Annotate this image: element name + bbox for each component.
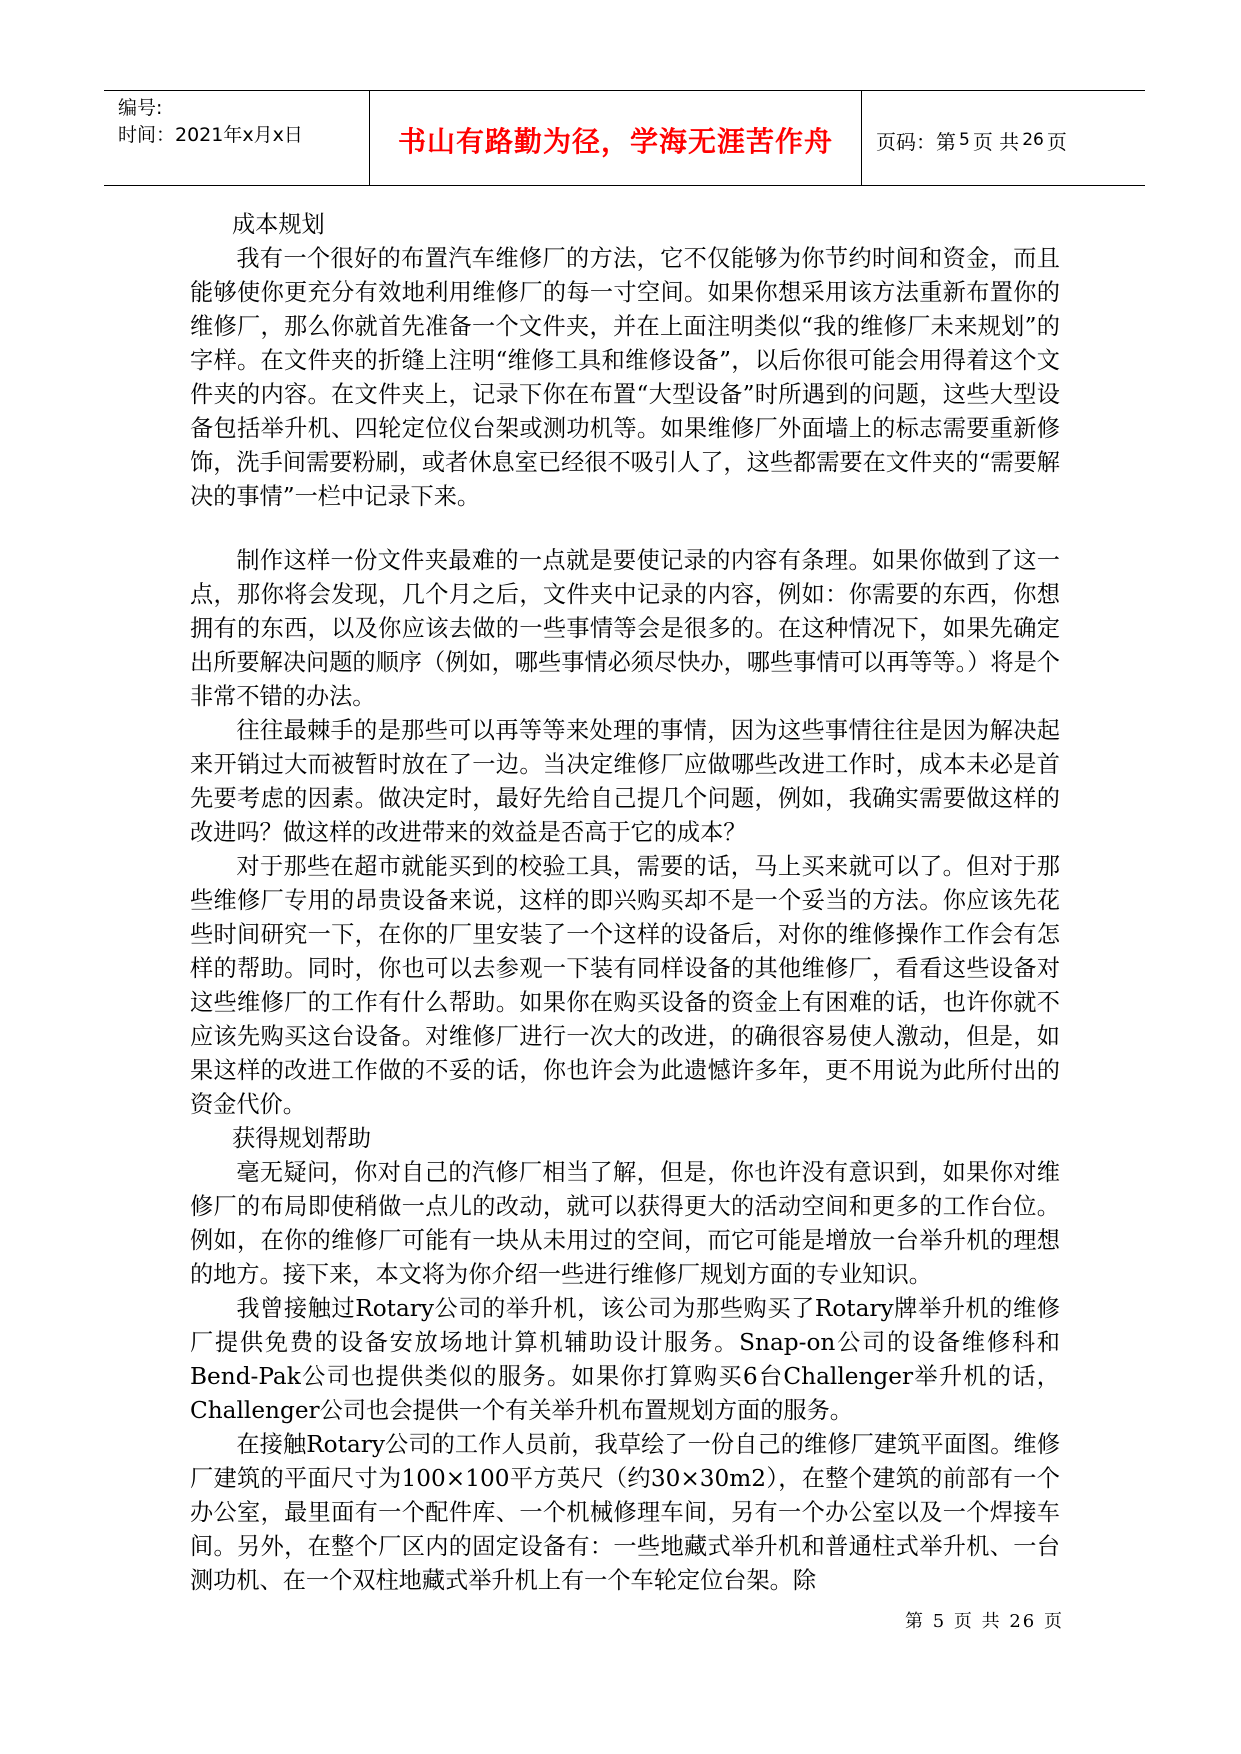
paragraph: 毫无疑问，你对自己的汽修厂相当了解，但是，你也许没有意识到，如果你对维修厂的布局即使稍做一点儿的改动，就可以获得更大的活动空间和更多的工作台位。例如，在你的维修厂可能有一块从未用过的空间，而它可能是增放一台举升机的理想的地方。接下来，本文将为你介绍一些进行维修厂规划方面的专业知识。: [190, 1159, 1060, 1288]
header-info-cell: [104, 91, 370, 185]
page-total: 26: [1022, 130, 1044, 150]
paragraph: 我曾接触过Rotary公司的举升机，该公司为那些购买了Rotary牌举升机的维修厂提供免费的设备安放场地计算机辅助设计服务。Snap-on公司的设备维修科和Bend-Pak公司也提供类似的服务。如果你打算购买6台Challenger举升机的话，Challenger公司也会提供一个有关举升机布置规划方面的服务。: [190, 1295, 1060, 1424]
paragraph: 在接触Rotary公司的工作人员前，我草绘了一份自己的维修厂建筑平面图。维修厂建筑的平面尺寸为100×100平方英尺（约30×30m2），在整个建筑的前部有一个办公室，最里面有一个配件库、一个机械修理车间，另有一个办公室以及一个焊接车间。另外，在整个厂区内的固定设备有：一些地藏式举升机和普通柱式举升机、一台测功机、在一个双柱地藏式举升机上有一个车轮定位台架。除: [190, 1431, 1060, 1594]
paragraph: 制作这样一份文件夹最难的一点就是要使记录的内容有条理。如果你做到了这一点，那你将会发现，几个月之后，文件夹中记录的内容，例如：你需要的东西，你想拥有的东西，以及你应该去做的一些事情等会是很多的。在这种情况下，如果先确定出所要解决问题的顺序（例如，哪些事情必须尽快办，哪些事情可以再等等。）将是个非常不错的办法。: [190, 547, 1060, 710]
header-motto: 书山有路勤为径，学海无涯苦作舟: [370, 91, 862, 185]
paragraph: 往往最棘手的是那些可以再等等来处理的事情，因为这些事情往往是因为解决起来开销过大而被暂时放在了一边。当决定维修厂应做哪些改进工作时，成本未必是首先要考虑的因素。做决定时，最好先给自己提几个问题，例如，我确实需要做这样的改进吗？做这样的改进带来的效益是否高于它的成本？: [190, 717, 1060, 846]
paragraph-gap: [190, 514, 1060, 544]
document-body: [190, 208, 1060, 1598]
header-page-cell: [862, 91, 1145, 185]
page-prefix: 页码：第: [876, 129, 956, 154]
time-label: 时间：2021年x月x日: [118, 124, 303, 146]
paragraph: 我有一个很好的布置汽车维修厂的方法，它不仅能够为你节约时间和资金，而且能够使你更充分有效地利用维修厂的每一寸空间。如果你想采用该方法重新布置你的维修厂，那么你就首先准备一个文件夹，并在上面注明类似“我的维修厂未来规划”的字样。在文件夹的折缝上注明“维修工具和维修设备”，以后你很可能会用得着这个文件夹的内容。在文件夹上，记录下你在布置“大型设备”时所遇到的问题，这些大型设备包括举升机、四轮定位仪台架或测功机等。如果维修厂外面墙上的标志需要重新修饰，洗手间需要粉刷，或者休息室已经很不吸引人了，这些都需要在文件夹的“需要解决的事情”一栏中记录下来。: [190, 245, 1060, 510]
page-middle: 页 共: [972, 129, 1020, 154]
number-label: 编号:: [118, 97, 163, 119]
page-footer: 第 5 页 共 26 页: [905, 1611, 1064, 1632]
paragraph: 对于那些在超市就能买到的校验工具，需要的话，马上买来就可以了。但对于那些维修厂专用的昂贵设备来说，这样的即兴购买却不是一个妥当的方法。你应该先花些时间研究一下，在你的厂里安装了一个这样的设备后，对你的维修操作工作会有怎样的帮助。同时，你也可以去参观一下装有同样设备的其他维修厂，看看这些设备对这些维修厂的工作有什么帮助。如果你在购买设备的资金上有困难的话，也许你就不应该先购买这台设备。对维修厂进行一次大的改进，的确很容易使人激动，但是，如果这样的改进工作做的不妥的话，你也许会为此遗憾许多年，更不用说为此所付出的资金代价。: [190, 853, 1060, 1118]
page-suffix: 页: [1046, 129, 1067, 154]
section-heading-planning-help: 获得规划帮助: [232, 1125, 372, 1152]
section-heading-cost-planning: 成本规划: [232, 211, 325, 238]
page-header: [104, 90, 1145, 186]
page-current: 5: [959, 130, 970, 150]
